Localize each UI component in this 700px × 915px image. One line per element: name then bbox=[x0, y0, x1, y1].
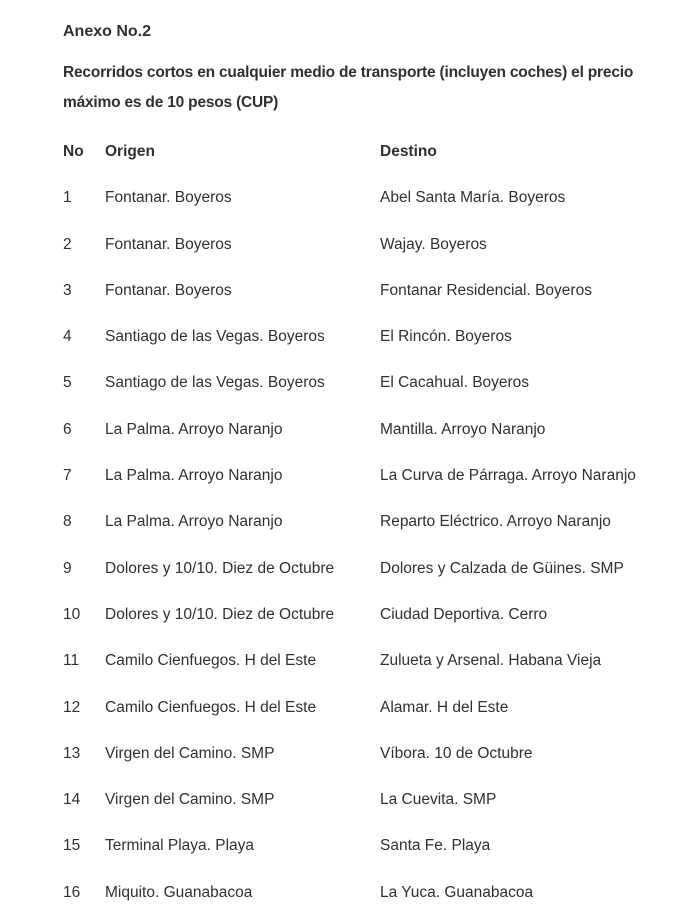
route-number: 9 bbox=[63, 559, 72, 577]
route-origin: Fontanar. Boyeros bbox=[105, 189, 232, 207]
table-row bbox=[63, 327, 700, 373]
table-row bbox=[63, 512, 700, 558]
table-row bbox=[63, 281, 700, 327]
route-destination: Ciudad Deportiva. Cerro bbox=[380, 605, 548, 623]
route-number: 3 bbox=[63, 281, 72, 299]
route-destination: Fontanar Residencial. Boyeros bbox=[380, 281, 592, 299]
route-origin: Fontanar. Boyeros bbox=[105, 281, 232, 299]
table-row bbox=[63, 420, 700, 466]
route-destination: Zulueta y Arsenal. Habana Vieja bbox=[380, 652, 602, 670]
route-origin: Terminal Playa. Playa bbox=[105, 837, 255, 855]
route-number: 4 bbox=[63, 328, 72, 346]
route-destination: Mantilla. Arroyo Naranjo bbox=[380, 420, 546, 438]
route-number: 1 bbox=[63, 189, 72, 207]
route-origin: Dolores y 10/10. Diez de Octubre bbox=[105, 605, 335, 623]
intro-paragraph bbox=[63, 58, 700, 118]
route-number: 16 bbox=[63, 883, 81, 901]
route-origin: La Palma. Arroyo Naranjo bbox=[105, 420, 283, 438]
document-title: Anexo No.2 bbox=[63, 23, 152, 40]
route-destination: Alamar. H del Este bbox=[380, 698, 509, 716]
route-destination: Reparto Eléctrico. Arroyo Naranjo bbox=[380, 513, 611, 531]
route-destination: El Cacahual. Boyeros bbox=[380, 374, 530, 392]
routes-table bbox=[63, 142, 700, 915]
route-number: 15 bbox=[63, 837, 81, 855]
route-destination: Víbora. 10 de Octubre bbox=[380, 744, 533, 762]
route-destination: La Yuca. Guanabacoa bbox=[380, 883, 534, 901]
table-row bbox=[63, 559, 700, 605]
table-header-row bbox=[63, 142, 700, 188]
route-destination: La Curva de Párraga. Arroyo Naranjo bbox=[380, 467, 636, 485]
route-number: 2 bbox=[63, 235, 72, 253]
route-number: 5 bbox=[63, 374, 72, 392]
route-origin: Camilo Cienfuegos. H del Este bbox=[105, 698, 317, 716]
route-origin: Camilo Cienfuegos. H del Este bbox=[105, 652, 317, 670]
table-row bbox=[63, 605, 700, 651]
table-row bbox=[63, 790, 700, 836]
column-header-destino: Destino bbox=[380, 143, 437, 160]
table-row bbox=[63, 235, 700, 281]
route-origin: Virgen del Camino. SMP bbox=[105, 744, 275, 762]
table-row bbox=[63, 651, 700, 697]
route-origin: Dolores y 10/10. Diez de Octubre bbox=[105, 559, 335, 577]
route-number: 6 bbox=[63, 420, 72, 438]
route-origin: Virgen del Camino. SMP bbox=[105, 791, 275, 809]
table-row bbox=[63, 373, 700, 419]
table-row bbox=[63, 188, 700, 234]
route-destination: Abel Santa María. Boyeros bbox=[380, 189, 566, 207]
intro-line-1: Recorridos cortos en cualquier medio de transporte (incluyen coches) el precio bbox=[63, 64, 634, 81]
route-origin: Fontanar. Boyeros bbox=[105, 235, 232, 253]
route-destination: Santa Fe. Playa bbox=[380, 837, 491, 855]
route-origin: La Palma. Arroyo Naranjo bbox=[105, 513, 283, 531]
route-number: 13 bbox=[63, 744, 81, 762]
table-row bbox=[63, 883, 700, 915]
route-number: 7 bbox=[63, 467, 72, 485]
routes-table-body bbox=[63, 188, 700, 915]
route-destination: Dolores y Calzada de Güines. SMP bbox=[380, 559, 624, 577]
route-origin: Santiago de las Vegas. Boyeros bbox=[105, 328, 325, 346]
intro-line-2: máximo es de 10 pesos (CUP) bbox=[63, 94, 279, 111]
route-number: 8 bbox=[63, 513, 72, 531]
route-origin: Miquito. Guanabacoa bbox=[105, 883, 253, 901]
route-number: 14 bbox=[63, 791, 81, 809]
table-row bbox=[63, 744, 700, 790]
route-number: 10 bbox=[63, 605, 81, 623]
route-destination: El Rincón. Boyeros bbox=[380, 328, 512, 346]
table-row bbox=[63, 466, 700, 512]
route-origin: La Palma. Arroyo Naranjo bbox=[105, 467, 283, 485]
route-destination: La Cuevita. SMP bbox=[380, 791, 497, 809]
table-row bbox=[63, 698, 700, 744]
column-header-origen: Origen bbox=[105, 143, 155, 160]
route-destination: Wajay. Boyeros bbox=[380, 235, 487, 253]
route-number: 11 bbox=[63, 652, 80, 670]
table-row bbox=[63, 836, 700, 882]
route-number: 12 bbox=[63, 698, 81, 716]
route-origin: Santiago de las Vegas. Boyeros bbox=[105, 374, 325, 392]
column-header-no: No bbox=[63, 143, 84, 160]
